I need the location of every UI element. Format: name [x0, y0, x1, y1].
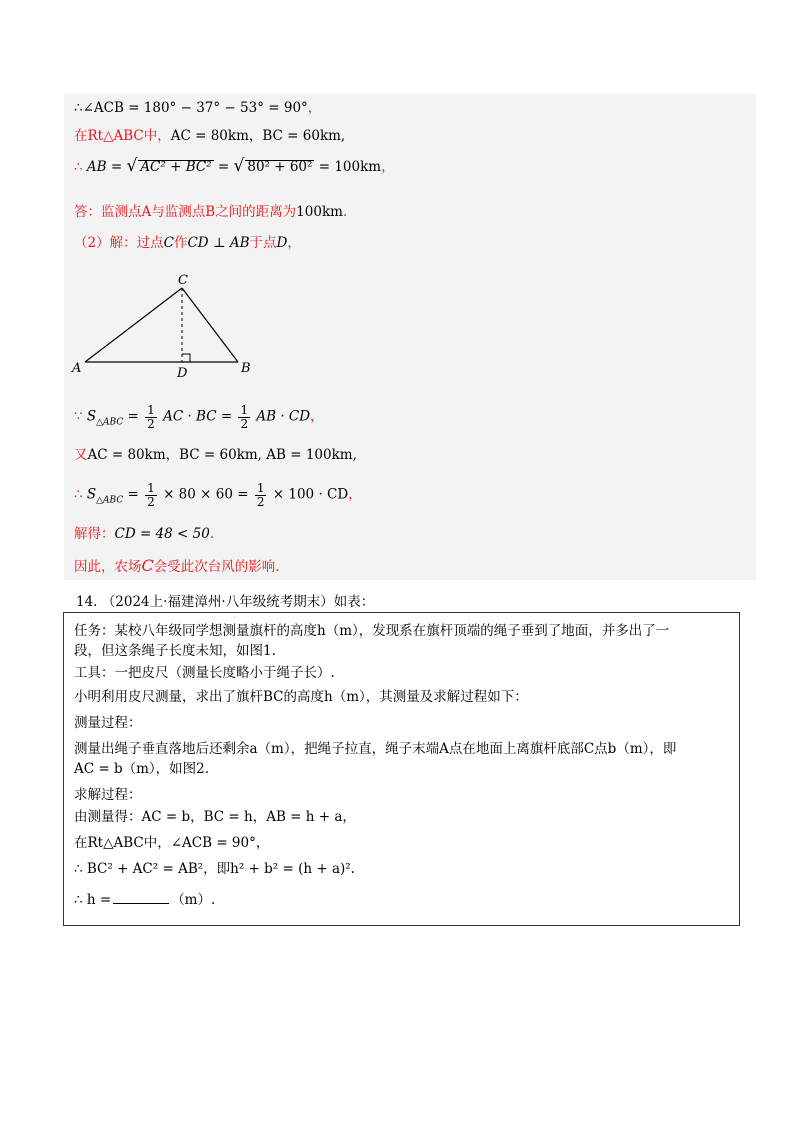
h-label: ∴ h = [74, 892, 112, 908]
conclusion-text: 会受此次台风的影响. [153, 559, 280, 575]
right-angle-mark [182, 354, 190, 362]
task-line: 工具：一把皮尺（测量长度略小于绳子长）. [74, 665, 335, 681]
given-lengths: AC = 80km，BC = 60km, AB = 100km, [87, 447, 357, 463]
solve-text: 解得： [74, 526, 115, 542]
segment-ac [85, 288, 182, 362]
given-lengths: AC = 80km，BC = 60km, [170, 128, 346, 144]
conclusion-text: 因此，农场 [74, 559, 142, 575]
angle-equation: ∴∠ACB = 180° − 37° − 53° = 90° [74, 100, 308, 116]
because-symbol: ∵ [74, 408, 83, 425]
task-line: 由测量得：AC = b，BC = h，AB = h + a， [74, 809, 356, 825]
punct: . [209, 526, 215, 542]
area-subscript: △ABC [96, 495, 124, 506]
expr: × 80 × 60 = [163, 486, 249, 503]
text: 作 [173, 235, 188, 251]
solution-block [64, 94, 756, 580]
solution-line-7 [74, 449, 357, 463]
cd-result: CD = 48 < 50 [114, 526, 210, 542]
task-line: 测量过程： [74, 715, 142, 731]
numerator: 1 [147, 481, 155, 495]
task-line-answer [74, 891, 215, 908]
label-text: 在Rt△ABC中， [74, 128, 171, 144]
triangle-figure [64, 94, 756, 384]
area-subscript: △ABC [96, 417, 124, 428]
solution-line-10 [74, 558, 280, 575]
task-line: 在Rt△ABC中，∠ACB = 90°， [74, 835, 270, 851]
sqrt-content: 80² + 60² [247, 159, 313, 175]
perpendicular: CD ⊥ AB [187, 235, 250, 251]
task-line: 任务：某校八年级同学想测量旗杆的高度h（m），发现系在旗杆顶端的绳子垂到了地面，并多出了一 [74, 623, 670, 639]
punct: ， [381, 159, 395, 175]
distance: 100km [296, 204, 343, 220]
solution-line-6 [74, 404, 324, 430]
label-b: B [241, 361, 251, 376]
answer-text: 答：监测点A与监测点B之间的距离为 [74, 204, 297, 220]
fraction-half [255, 482, 267, 508]
equals: = [127, 408, 139, 425]
sqrt-content: AC² + BC² [140, 159, 212, 175]
punct: ， [348, 486, 362, 503]
therefore-symbol: ∴ [74, 486, 83, 503]
task-line: 段，但这条绳子长度未知，如图1. [74, 643, 276, 659]
denominator: 2 [147, 494, 155, 509]
equals: = [217, 159, 230, 175]
equals: = [127, 486, 139, 503]
task-line: 小明利用皮尺测量，求出了旗杆BC的高度h（m），其测量及求解过程如下： [74, 689, 528, 705]
fraction-half [145, 404, 157, 430]
point-d: D [276, 235, 288, 251]
segment-bc [182, 288, 238, 362]
therefore-symbol: ∴ [74, 159, 83, 175]
sqrt-icon: √ [233, 156, 245, 176]
denominator: 2 [240, 416, 249, 431]
label-a: A [72, 361, 82, 376]
fraction-half [238, 404, 250, 430]
point-c: C [141, 556, 154, 575]
question-title: 14. （2024上·福建漳州·八年级统考期末）如表： [76, 594, 375, 610]
point-c: C [163, 235, 174, 251]
punct: . [342, 204, 348, 220]
numerator: 1 [147, 403, 155, 417]
unit: （m）. [171, 892, 216, 908]
task-line: 测量出绳子垂直落地后还剩余a（m），把绳子拉直，绳子末端A点在地面上离旗杆底部C点b（m），即 [74, 741, 677, 757]
numerator: 1 [240, 403, 249, 417]
task-line: ∴ BC² + AC² = AB²，即h² + b² = (h + a)². [74, 861, 355, 877]
solution-line-9 [74, 528, 214, 542]
punct: ， [287, 235, 301, 251]
result: = 100km [318, 159, 382, 175]
ab-label: AB = [86, 159, 123, 175]
fraction-half [145, 482, 157, 508]
answer-blank[interactable] [113, 891, 169, 904]
solution-line-8 [74, 482, 362, 508]
punct: ， [307, 100, 322, 116]
denominator: 2 [256, 494, 265, 509]
expr: × 100 · CD [272, 486, 349, 503]
area-symbol: S [86, 486, 97, 503]
task-line: 求解过程： [74, 787, 142, 803]
task-table [63, 612, 740, 926]
task-line: AC = b（m），如图2. [74, 761, 210, 777]
sqrt-icon: √ [126, 156, 138, 176]
punct: ， [310, 408, 324, 425]
area-symbol: S [86, 408, 97, 425]
label-d: D [177, 366, 188, 381]
expr: AB · CD [256, 408, 311, 425]
text: 于点 [249, 235, 277, 251]
also-text: 又 [74, 447, 88, 463]
numerator: 1 [256, 481, 265, 495]
denominator: 2 [147, 416, 155, 431]
expr: AC · BC = [163, 408, 233, 425]
label-c: C [178, 273, 188, 288]
part2-label: （2）解：过点 [74, 235, 164, 251]
